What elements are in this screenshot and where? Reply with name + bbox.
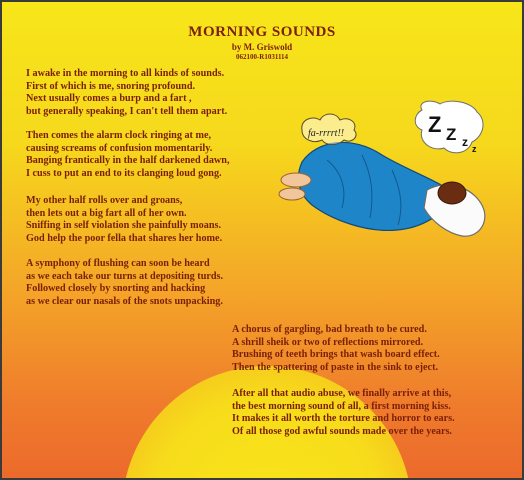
poem-title: MORNING SOUNDS [188, 24, 336, 40]
poem-line: as we each take our turns at depositing turds. [26, 270, 224, 282]
snore-z-4: z [472, 144, 477, 154]
poem-line: It makes it all worth the torture and horror to ears. [232, 413, 455, 425]
poem-line: but generally speaking, I can't tell them apart. [26, 105, 228, 117]
fart-text: fa-rrrrt!! [308, 128, 345, 139]
poem-author: by M. Griswold [231, 42, 293, 52]
poem-line: the best morning sound of all, a first morning kiss. [232, 400, 451, 412]
poem-line: Next usually comes a burp and a fart , [26, 93, 192, 105]
poem-line: Of all those god awful sounds made over the years. [232, 425, 452, 437]
stanza-1 [26, 68, 227, 118]
poem-line: then lets out a big fart all of her own. [26, 207, 187, 219]
stanza-5 [232, 324, 440, 374]
poem-line: A symphony of flushing can soon be heard [26, 258, 210, 269]
sleeper-head [438, 182, 466, 204]
poem-line: Sniffing in self violation she painfully moans. [26, 220, 222, 232]
poem-line: Then comes the alarm clock ringing at me, [26, 130, 212, 141]
sleeping-man-illustration [272, 100, 502, 245]
left-foot [281, 173, 311, 187]
poem-line: Brushing of teeth brings that wash board effect. [232, 349, 440, 361]
poem-line: First of which is me, snoring profound. [26, 80, 196, 92]
right-foot [279, 188, 305, 200]
poem-line: Banging frantically in the half darkened dawn, [26, 155, 230, 167]
snore-z-2: Z [446, 125, 457, 144]
poem-line: A shrill sheik or two of reflections mirrored. [232, 336, 424, 348]
poem-line: Followed closely by snorting and hacking [26, 283, 206, 295]
poem-line: I cuss to put an end to its clanging loud gong. [26, 167, 222, 179]
poem-line: God help the poor fella that shares her home. [26, 232, 223, 244]
poem-code: 062100-R1031114 [235, 53, 289, 61]
poem-line: I awake in the morning to all kinds of sounds. [26, 68, 225, 79]
poem-line: A chorus of gargling, bad breath to be cured. [232, 324, 427, 335]
poem-line: My other half rolls over and groans, [26, 195, 183, 206]
stanza-6 [232, 388, 455, 438]
poem-line: causing screams of confusion momentarily. [26, 142, 213, 154]
poem-line: Then the spattering of paste in the sink to eject. [232, 361, 439, 373]
stanza-2 [26, 130, 230, 180]
poem-line: After all that audio abuse, we finally arrive at this, [232, 388, 452, 399]
stanza-4 [26, 258, 223, 308]
stanza-3 [26, 195, 222, 245]
snore-z-3: z [462, 135, 468, 149]
snore-z-1: Z [428, 112, 442, 137]
poem-line: as we clear our nasals of the snots unpacking. [26, 295, 223, 307]
